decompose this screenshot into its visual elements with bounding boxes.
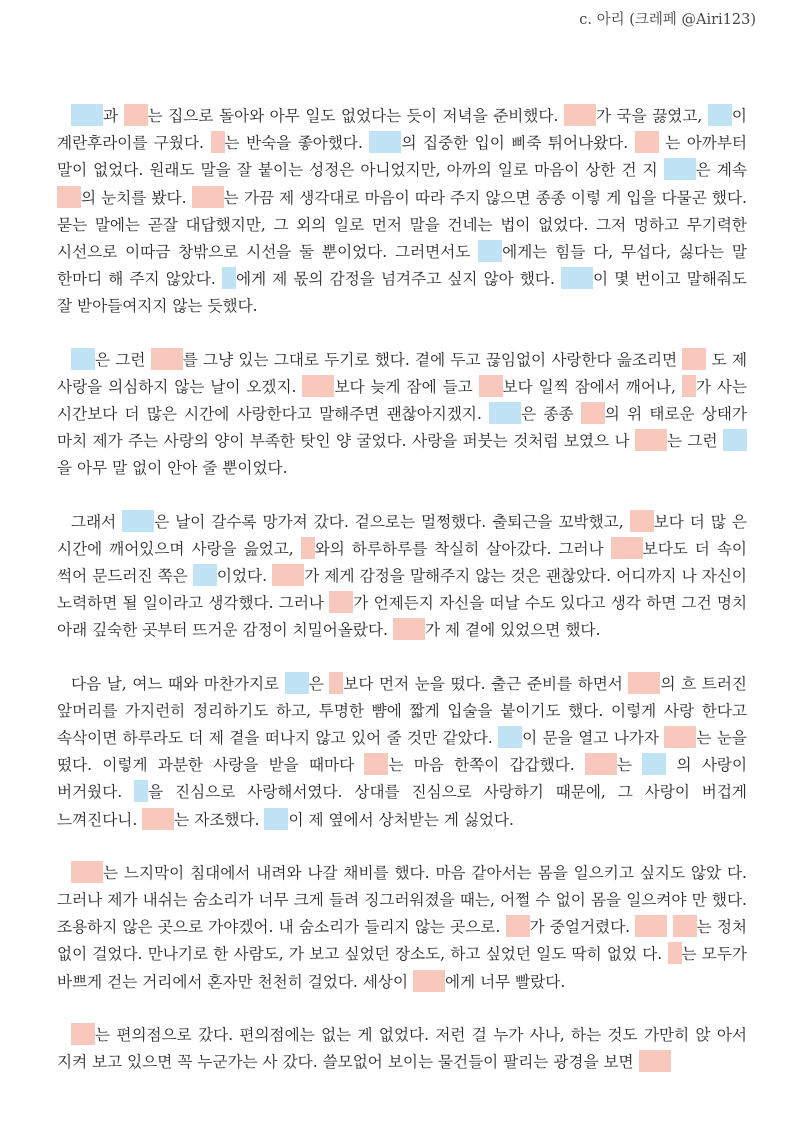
text-run: 는 반숙을 좋아했다.: [224, 134, 370, 153]
credit-line: c. 아리 (크레페 @Airi123): [579, 12, 756, 28]
text-run: 는 자조했다.: [174, 810, 265, 829]
pink-name-highlight: [581, 402, 605, 424]
blue-name-highlight: [134, 780, 148, 802]
text-run: 에게는 힘들: [502, 243, 586, 262]
text-run: 그저 멍하고 무기력한 시선으로 이따금 창밖으로 시선을 둘 뿐이었다. 그러면서도: [57, 215, 747, 262]
text-run: 다. 그러나 제가 내쉬는 숨소리가 너무 크게 들려 징그러워졌을 때는, 어쩔 수 없이 몸을 일으켜야: [57, 863, 747, 910]
text-run: 는 모두가 바쁘게 걷는 거리에서 혼자만 천천히 걸었다. 세상이: [57, 945, 747, 991]
pink-name-highlight: [393, 618, 425, 640]
pink-name-highlight: [142, 808, 174, 830]
text-run: 한다고 속삭이면 하루라도 더 제 곁을 떠나지 않고 있어 줄 것만 같았다.: [57, 701, 747, 748]
blue-name-highlight: [71, 104, 103, 126]
text-run: 는 눈을 떴다. 이렇게 과분한 사랑을 받을 때마다: [57, 729, 747, 775]
text-run: 버겁게 느껴진다니.: [57, 783, 747, 829]
text-run: 은 종종: [521, 405, 581, 424]
text-run: 지: [642, 161, 664, 180]
blue-name-highlight: [285, 672, 309, 694]
blue-name-highlight: [71, 348, 95, 370]
pink-name-highlight: [192, 186, 224, 208]
pink-name-highlight: [329, 591, 353, 613]
text-run: 가 국을 끓였고,: [595, 107, 703, 125]
text-run: 와의 하루하루를 착실히 살아갔다. 그러나: [314, 539, 611, 558]
text-run: 이었다.: [216, 567, 273, 586]
text-run: 은 날이 갈수록 망가져 갔다. 겉으로는 멀쩡했다. 출퇴근을 꼬박했고,: [154, 512, 630, 531]
text-run: 는 그런: [666, 432, 723, 451]
blue-name-highlight: [193, 564, 217, 586]
pink-name-highlight: [329, 672, 343, 694]
pink-name-highlight: [479, 375, 503, 397]
text-run: 아서 지켜 보고 있으면 꼭 누군가는 사 갔다. 쓸모없어 보이는 물건들이 팔리는 광경을 보면: [57, 1025, 747, 1072]
text-run: 보다 늦게 잠에 들고: [334, 377, 479, 396]
text-run: 의 위: [604, 405, 643, 424]
story-body: [57, 103, 747, 1076]
text-run: 도 제 사랑을 의심하지 않는 날이 오겠지.: [57, 350, 748, 396]
text-run: 다음 날, 여느 때와 마찬가지로: [71, 674, 285, 693]
text-run: 그래서: [71, 512, 123, 531]
text-run: 는 가끔 제 생각대로 마음이 따라 주지 않으면 종종 이렇: [223, 188, 602, 207]
text-run: 만 했다. 조용하지 않은 곳으로 가야겠어. 내 숨소리가 들리지 않는 곳으로.: [57, 891, 747, 937]
blue-name-highlight: [478, 240, 502, 262]
text-run: 이 계란후라이를 구웠다.: [57, 107, 747, 153]
paragraph: [57, 509, 747, 645]
blue-name-highlight: [222, 267, 236, 289]
text-run: 가 제 곁에 있었으면 했다.: [424, 621, 601, 640]
text-run: 은 계속: [695, 161, 747, 180]
pink-name-highlight: [664, 726, 696, 748]
pink-name-highlight: [635, 429, 667, 451]
text-run: 보다 일찍 잠에서 깨어나,: [502, 377, 676, 396]
pink-name-highlight: [301, 537, 315, 559]
text-run: 는 마음 한쪽이 갑갑했다.: [388, 756, 585, 775]
pink-name-highlight: [413, 970, 445, 992]
paragraph: [57, 347, 747, 483]
text-run: 가 사는 시간보다 더 많은 시간에 사랑한다고 말해주면 괜찮아지겠지.: [57, 377, 747, 424]
text-run: 의 사랑이 버거웠다.: [57, 756, 748, 802]
text-run: 하면 그건 명치 아래 깊숙한 곳부터 뜨거운 감정이 치밀어올랐다.: [57, 594, 748, 640]
pink-name-highlight: [639, 1050, 671, 1072]
pink-name-highlight: [585, 753, 617, 775]
pink-name-highlight: [124, 104, 148, 126]
blue-name-highlight: [369, 131, 401, 153]
pink-name-highlight: [564, 104, 596, 126]
text-run: 는 느지막이 침대에서 내려와 나갈 채비를 했다. 마음 같아서는 몸을 일으키고 싶지도 않았: [103, 863, 722, 882]
text-run: 이 제 옆에서 상처받는 게 싫었다.: [288, 810, 515, 829]
text-run: 는 집으로 돌아와 아무 일도 없었다는 듯이 저녁을 준비했다.: [147, 107, 564, 125]
text-run: 다, 무섭다, 싫다는 말 한마디 해 주지 않았다.: [57, 243, 747, 289]
pink-name-highlight: [506, 915, 530, 937]
pink-name-highlight: [673, 915, 697, 937]
text-run: 게 입을 다물곤 했다. 묻는 말에는 곧잘 대답했지만, 그 외의 일로 먼저 말을 건네는 법이 없었다.: [57, 188, 747, 234]
pink-name-highlight: [635, 915, 667, 937]
text-run: 나: [614, 432, 635, 451]
pink-name-highlight: [272, 564, 304, 586]
text-run: 는 아까부터 말이 없었다. 원래도 말을 잘 붙이는 성정은 아니었지만, 아까의 일로 마음이 상한 건: [57, 134, 747, 180]
blue-name-highlight: [664, 158, 696, 180]
paragraph-gap: [57, 645, 747, 671]
blue-name-highlight: [498, 726, 522, 748]
blue-name-highlight: [122, 510, 154, 532]
text-run: 과: [103, 107, 124, 125]
text-run: 에게 제 몫의 감정을 넘겨주고 싶지 않아 했다.: [236, 270, 555, 289]
text-run: 가 중얼거렸다.: [529, 918, 636, 937]
text-run: 에게 너무 빨랐다.: [445, 972, 566, 991]
text-run: 을 진심으로 사랑해서였다. 상대를 진심으로 사랑하기 때문에, 그 사랑이: [148, 783, 690, 802]
blue-name-highlight: [642, 753, 666, 775]
blue-name-highlight: [264, 808, 288, 830]
paragraph: [57, 1022, 747, 1076]
text-run: 는 정처 없이 걸었다. 만나기로 한 사람도, 가 보고 싶었던 장소도, 하고 싶었던 일도 딱히 없었: [57, 918, 747, 964]
text-run: 는: [616, 756, 643, 775]
text-run: 보다 먼저 눈을 떴다. 출근 준비를 하면서: [343, 674, 629, 693]
text-run: 트러진 앞머리를 가지런히 정리하기도 하고, 투명한 뺨에 짧게 입술을 붙이기도 했다. 이렇게 사랑: [57, 674, 747, 720]
paragraph-gap: [57, 996, 747, 1022]
paragraph: [57, 860, 747, 996]
pink-name-highlight: [211, 131, 225, 153]
blue-name-highlight: [561, 267, 593, 289]
text-run: 의 눈치를 봤다.: [81, 188, 192, 207]
text-run: 나 자신이 노력하면 될 일이라고 생각했다. 그러나: [57, 567, 747, 613]
text-run: 이 문을 열고 나가자: [522, 729, 659, 748]
text-run: 속이 썩어 문드러진 쪽은: [57, 539, 747, 586]
text-run: 이 몇 번이고 말해줘도 잘 받아들여지지 않는 듯했다.: [57, 270, 747, 316]
text-run: 가 언제든지 자신을 떠날 수도 있다고 생각: [353, 594, 641, 613]
text-run: 의 흐: [660, 674, 697, 693]
paragraph-gap: [57, 321, 747, 347]
paragraph-gap: [57, 834, 747, 860]
text-run: 는 편의점으로 갔다. 편의점에는 없는 게 없었다. 저런 걸 누가 사나, 하는 것도 가만히 앉: [95, 1025, 711, 1044]
text-run: 다.: [642, 945, 668, 964]
pink-name-highlight: [57, 186, 81, 208]
pink-name-highlight: [151, 348, 183, 370]
paragraph-gap: [57, 483, 747, 509]
pink-name-highlight: [71, 1023, 95, 1045]
paragraph: [57, 671, 747, 834]
text-run: 은 시간에 깨어있으며 사랑을 읊었고,: [57, 512, 747, 558]
text-run: 은 그런: [95, 350, 151, 369]
text-run: 가 제게 감정을 말해주지 않는 것은 괜찮았다. 어디까지: [304, 567, 677, 586]
pink-name-highlight: [611, 537, 643, 559]
pink-name-highlight: [682, 348, 706, 370]
pink-name-highlight: [302, 375, 334, 397]
text-run: 태로운 상태가 마치 제가 주는 사랑의 양이 부족한 탓인 양 굴었다. 사랑을 퍼붓는 것처럼 보였으: [57, 405, 747, 451]
text-run: 보다도 더: [642, 539, 710, 558]
pink-name-highlight: [364, 753, 388, 775]
paragraph: [57, 103, 747, 321]
text-run: 의 집중한 입이 삐죽 튀어나왔다.: [401, 134, 635, 153]
pink-name-highlight: [628, 672, 660, 694]
blue-name-highlight: [723, 429, 747, 451]
text-run: 은: [308, 674, 330, 693]
pink-name-highlight: [630, 510, 654, 532]
blue-name-highlight: [708, 104, 732, 126]
text-run: 보다 더 많: [653, 512, 726, 531]
pink-name-highlight: [71, 861, 103, 883]
blue-name-highlight: [489, 402, 521, 424]
pink-name-highlight: [668, 942, 682, 964]
pink-name-highlight: [635, 131, 659, 153]
text-run: 를 그냥 있는 그대로 두기로 했다. 곁에 두고 끊임없이 사랑한다 읊조리면: [182, 350, 683, 369]
pink-name-highlight: [682, 375, 696, 397]
text-run: 을 아무 말 없이 안아 줄 뿐이었다.: [57, 459, 288, 478]
